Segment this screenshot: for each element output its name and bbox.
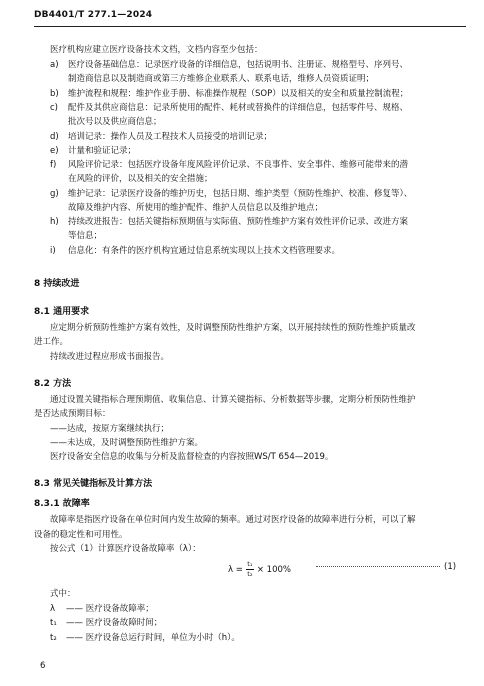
dash-item: ——未达成，及时调整预防性维护方案。 bbox=[50, 438, 204, 448]
paragraph-line: 医疗设备安全信息的收集与分析及监督检查的内容按照WS/T 654—2019。 bbox=[50, 452, 334, 462]
def-symbol: t₂ bbox=[50, 633, 57, 643]
list-item-text: 维护记录：记录医疗设备的维护历史，包括日期、维护类型（预防性维护、校准、修复等）、 bbox=[68, 189, 413, 199]
list-item-text: 风险评价记录：包括医疗设备年度风险评价记录、不良事件、安全事件、维修可能带来的潜 bbox=[68, 160, 409, 170]
list-label: i) bbox=[50, 246, 56, 256]
def-symbol: t₁ bbox=[50, 618, 57, 628]
list-item-text: 配件及其供应商信息：记录所使用的配件、耗材或替换件的详细信息，包括零件号、规格、 bbox=[68, 103, 409, 113]
list-item-text: 批次号以及供应商信息； bbox=[68, 117, 162, 127]
dash-item: ——达成，按原方案继续执行； bbox=[50, 424, 170, 434]
paragraph-line: 设备的稳定性和可用性。 bbox=[34, 530, 128, 540]
list-label: b) bbox=[50, 89, 59, 99]
subsection-heading: 8.3 常见关键指标及计算方法 bbox=[34, 479, 153, 489]
list-item-text: 维护流程和规程：维护作业手册、标准操作规程（SOP）以及相关的安全和质量控制流程； bbox=[68, 89, 409, 99]
formula bbox=[228, 561, 291, 578]
list-label: a) bbox=[50, 60, 59, 70]
def-text: —— 医疗设备总运行时间，单位为小时（h）。 bbox=[66, 633, 240, 643]
list-label: h) bbox=[50, 217, 59, 227]
formula-rhs: × 100% bbox=[256, 564, 291, 575]
formula-numerator: t₁ bbox=[247, 560, 253, 568]
list-item-text: 培训记录：操作人员及工程技术人员接受的培训记录； bbox=[68, 132, 273, 142]
formula-lhs: λ = bbox=[228, 564, 243, 575]
paragraph-line: 故障率是指医疗设备在单位时间内发生故障的频率。通过对医疗设备的故障率进行分析，可以了解 bbox=[50, 515, 416, 525]
def-symbol: λ bbox=[50, 604, 56, 614]
list-item-text: 等信息； bbox=[68, 231, 103, 241]
def-text: —— 医疗设备故障时间； bbox=[66, 618, 163, 628]
document-id: DB4401/T 277.1—2024 bbox=[34, 10, 153, 20]
subsection-heading: 8.1 通用要求 bbox=[34, 307, 90, 317]
list-label: f) bbox=[50, 160, 57, 170]
paragraph-line: 是否达成预期目标： bbox=[34, 409, 111, 419]
list-label: d) bbox=[50, 132, 59, 142]
paragraph-line: 应定期分析预防性维护方案有效性，及时调整预防性维护方案，以开展持续性的预防性维护质量改 bbox=[50, 323, 416, 333]
page-number: 6 bbox=[40, 661, 46, 671]
list-item-text: 在风险的评价，以及相关的安全措施； bbox=[68, 174, 213, 184]
formula-denominator: t₂ bbox=[247, 570, 253, 578]
subsection-heading: 8.2 方法 bbox=[34, 379, 72, 389]
section-heading: 8 持续改进 bbox=[34, 279, 80, 289]
list-item-text: 制造商信息以及制造商或第三方维修企业联系人、联系电话，维修人员资质证明； bbox=[68, 74, 375, 84]
paragraph-line: 按公式（1）计算医疗设备故障率（λ）： bbox=[50, 544, 201, 554]
where-label: 式中： bbox=[50, 589, 76, 599]
list-item-text: 故障及维护内容、所使用的维护配件、维护人员信息以及维护地点； bbox=[68, 203, 324, 213]
paragraph-line: 通过设置关键指标合理预期值、收集信息、计算关键指标、分析数据等步骤，定期分析预防性维护 bbox=[50, 395, 416, 405]
header-rule bbox=[34, 26, 466, 27]
list-item-text: 医疗设备基础信息：记录医疗设备的详细信息，包括说明书、注册证、规格型号、序列号、 bbox=[68, 60, 409, 70]
paragraph-line: 进工作。 bbox=[34, 337, 69, 347]
list-item-text: 持续改进报告：包括关键指标预期值与实际值、预防性维护方案有效性评价记录、改进方案 bbox=[68, 217, 409, 227]
paragraph-line: 持续改进过程应形成书面报告。 bbox=[50, 352, 170, 362]
def-text: —— 医疗设备故障率； bbox=[66, 604, 154, 614]
formula-fraction bbox=[246, 561, 254, 578]
list-item-text: 计量和验证记录； bbox=[68, 146, 137, 156]
intro-text: 医疗机构应建立医疗设备技术文档，文档内容至少包括： bbox=[50, 45, 263, 55]
list-label: e) bbox=[50, 146, 59, 156]
formula-leader-dots bbox=[316, 566, 440, 567]
equation-number: (1) bbox=[444, 562, 457, 572]
list-label: g) bbox=[50, 189, 59, 199]
subsubsection-heading: 8.3.1 故障率 bbox=[34, 499, 90, 509]
list-item-text: 信息化：有条件的医疗机构宜通过信息系统实现以上技术文档管理要求。 bbox=[68, 246, 341, 256]
list-label: c) bbox=[50, 103, 58, 113]
